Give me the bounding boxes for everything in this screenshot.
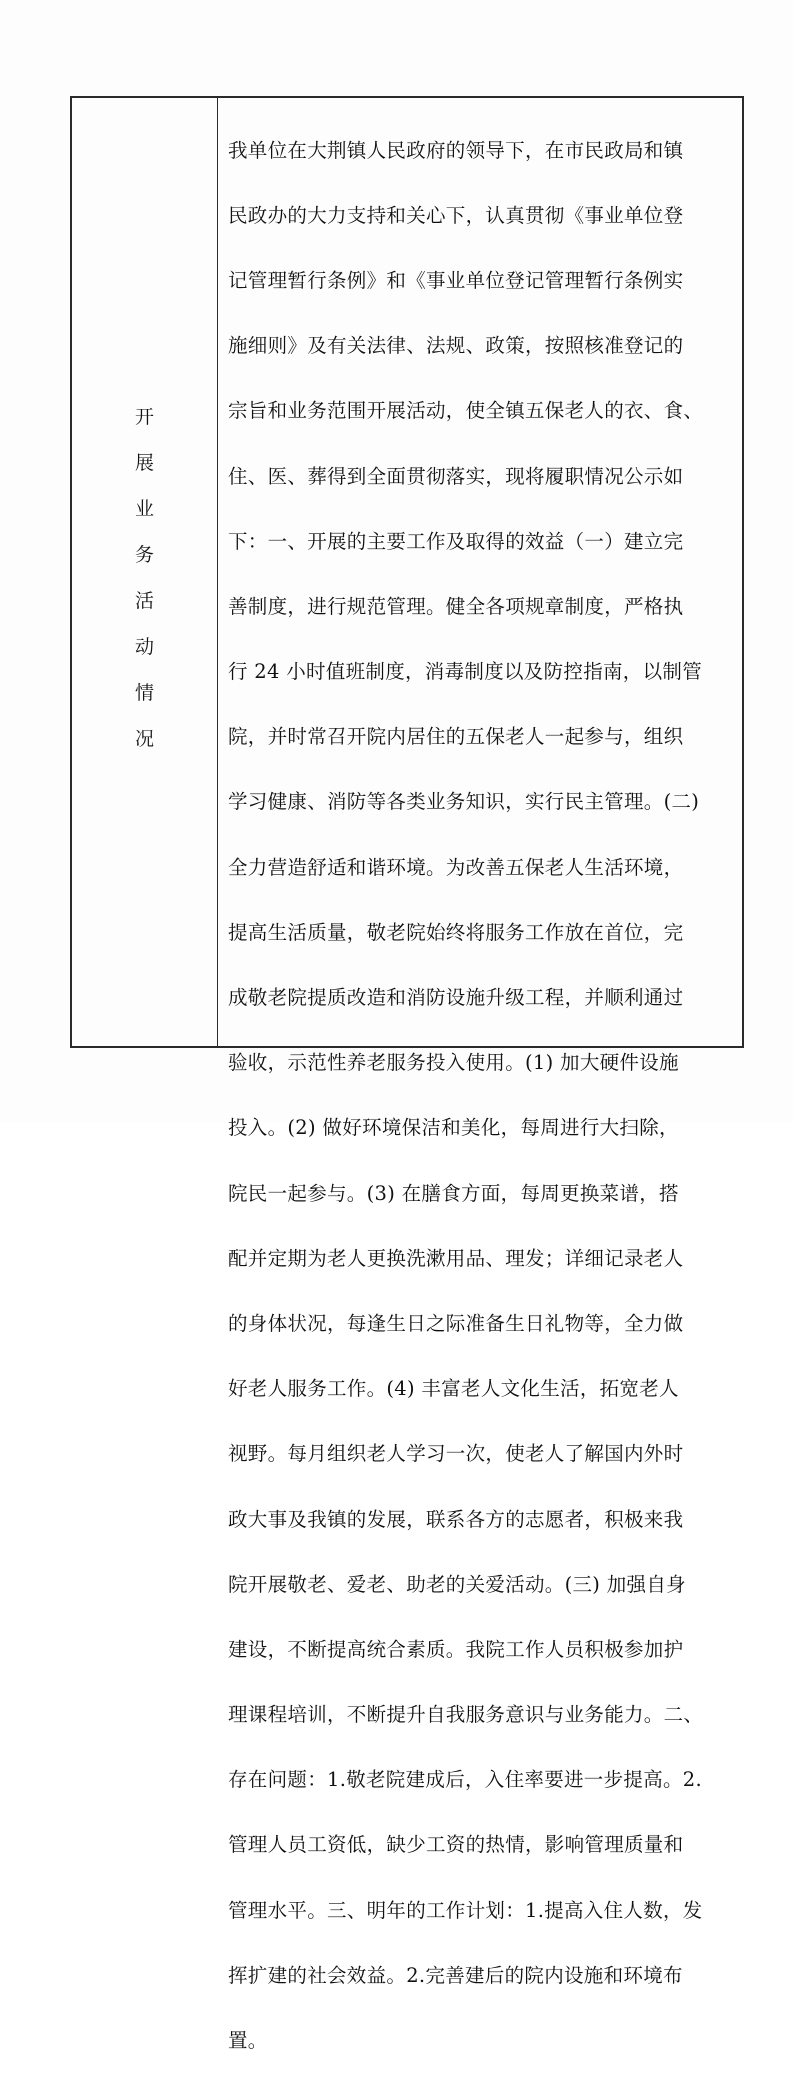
section-label-char: 况 — [134, 728, 154, 750]
content-line: 院，并时常召开院内居住的五保老人一起参与，组织 — [228, 725, 684, 749]
content-line: 住、医、葬得到全面贯彻落实，现将履职情况公示如 — [228, 464, 684, 488]
section-label-char: 务 — [134, 544, 154, 566]
content-line: 全力营造舒适和谐环境。为改善五保老人生活环境， — [228, 855, 684, 879]
content-line: 验收，示范性养老服务投入使用。(1) 加大硬件设施 — [228, 1051, 679, 1075]
section-label-char: 情 — [134, 682, 154, 704]
section-label-char: 业 — [134, 498, 154, 520]
content-line: 善制度，进行规范管理。健全各项规章制度，严格执 — [228, 594, 684, 618]
content-line: 民政办的大力支持和关心下，认真贯彻《事业单位登 — [228, 203, 684, 227]
content-line: 行 24 小时值班制度，消毒制度以及防控指南，以制管 — [228, 660, 703, 684]
section-label-char: 动 — [134, 636, 154, 658]
section-label-cell — [72, 98, 218, 1046]
content-line: 宗旨和业务范围开展活动，使全镇五保老人的衣、食、 — [228, 399, 704, 423]
content-line: 管理人员工资低，缺少工资的热情，影响管理质量和 — [228, 1833, 684, 1857]
content-line: 院民一起参与。(3) 在膳食方面，每周更换菜谱，搭 — [228, 1181, 679, 1205]
content-line: 理课程培训，不断提升自我服务意识与业务能力。二、 — [228, 1703, 704, 1727]
section-content — [228, 102, 732, 2090]
content-line: 我单位在大荆镇人民政府的领导下，在市民政局和镇 — [228, 138, 684, 162]
section-content-cell — [218, 98, 742, 2053]
section-label-char: 展 — [134, 452, 154, 474]
content-line: 记管理暂行条例》和《事业单位登记管理暂行条例实 — [228, 268, 684, 292]
content-line: 施细则》及有关法律、法规、政策，按照核准登记的 — [228, 334, 684, 358]
content-line: 提高生活质量，敬老院始终将服务工作放在首位，完 — [228, 920, 684, 944]
section-label-char: 开 — [134, 406, 154, 428]
content-line: 建设，不断提高统合素质。我院工作人员积极参加护 — [228, 1637, 684, 1661]
content-line: 学习健康、消防等各类业务知识，实行民主管理。(二) — [228, 790, 700, 814]
content-line: 配并定期为老人更换洗漱用品、理发；详细记录老人 — [228, 1246, 684, 1270]
content-line: 政大事及我镇的发展，联系各方的志愿者，积极来我 — [228, 1507, 684, 1531]
content-line: 视野。每月组织老人学习一次，使老人了解国内外时 — [228, 1442, 684, 1466]
content-line: 存在问题：1.敬老院建成后，入住率要进一步提高。2. — [228, 1768, 703, 1792]
content-line: 院开展敬老、爱老、助老的关爱活动。(三) 加强自身 — [228, 1572, 686, 1596]
content-line: 下：一、开展的主要工作及取得的效益（一）建立完 — [228, 529, 684, 553]
content-line: 成敬老院提质改造和消防设施升级工程，并顺利通过 — [228, 986, 684, 1010]
content-line: 挥扩建的社会效益。2.完善建后的院内设施和环境布 — [228, 1963, 683, 1987]
report-table — [70, 96, 744, 2053]
content-line: 管理水平。三、明年的工作计划：1.提高入住人数，发 — [228, 1898, 703, 1922]
content-line: 好老人服务工作。(4) 丰富老人文化生活，拓宽老人 — [228, 1377, 679, 1401]
section-label-char: 活 — [134, 590, 154, 612]
content-line: 的身体状况，每逢生日之际准备生日礼物等，全力做 — [228, 1311, 684, 1335]
content-line: 置。 — [228, 2029, 268, 2053]
content-line: 投入。(2) 做好环境保洁和美化，每周进行大扫除， — [228, 1116, 679, 1140]
section-label — [135, 408, 154, 776]
